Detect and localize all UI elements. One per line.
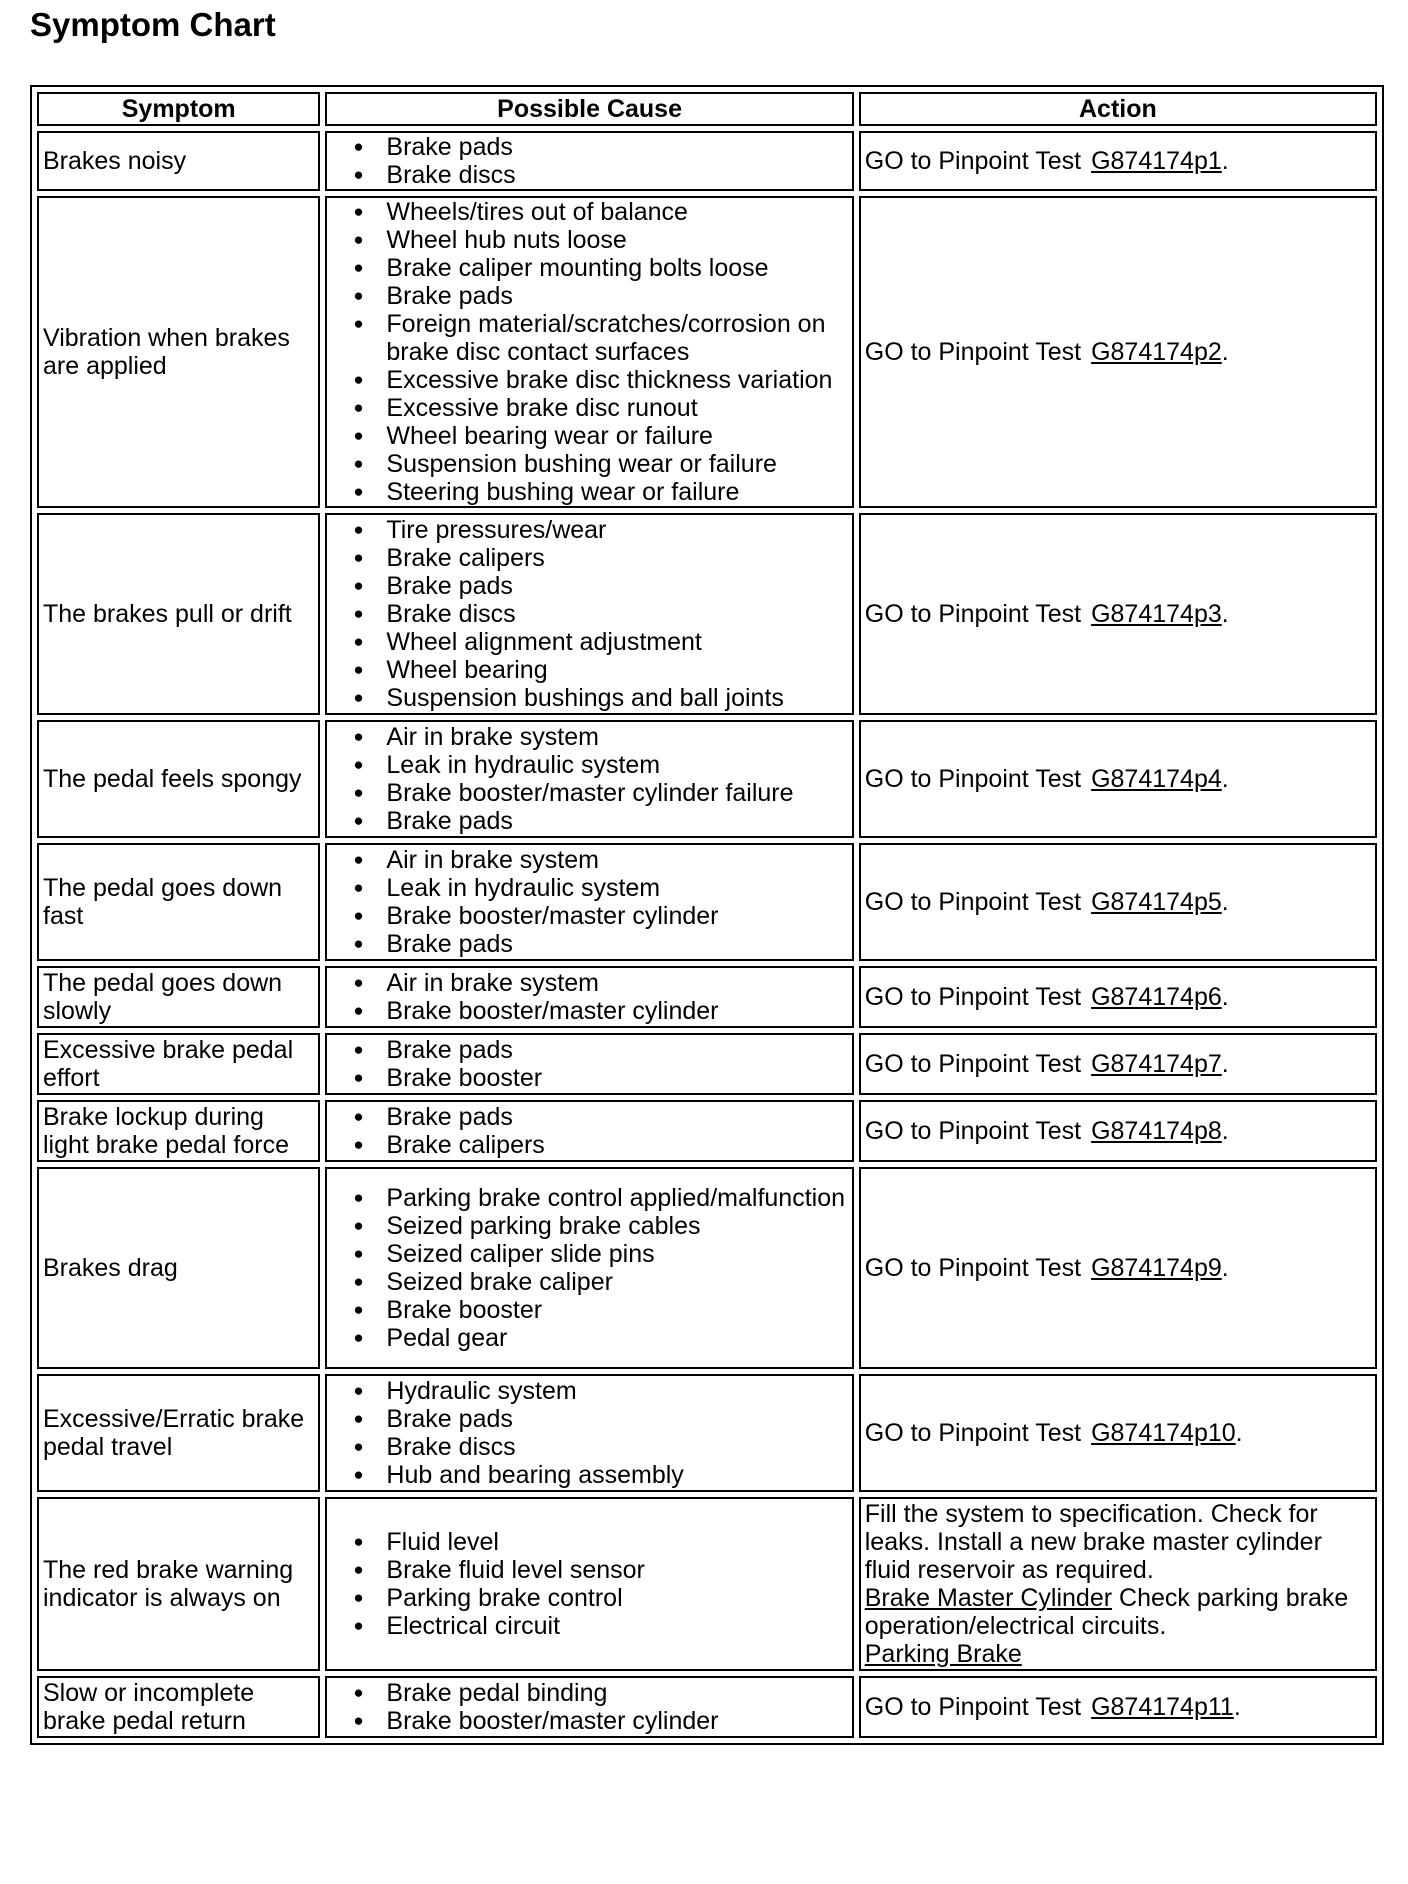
cause-item: ● Wheels/tires out of balance [331, 198, 847, 226]
cause-item: ● Air in brake system [331, 969, 847, 997]
action-text: GO to Pinpoint Test [864, 147, 1082, 175]
table-row [37, 513, 1377, 715]
cause-item: ● Suspension bushings and ball joints [331, 684, 847, 712]
cause-item: ● Hub and bearing assembly [331, 1461, 847, 1489]
cause-list [331, 723, 847, 835]
symptom-cell: The red brake warning indicator is always on [37, 1497, 320, 1671]
cause-item: ● Brake booster [331, 1296, 847, 1324]
cause-cell [325, 196, 853, 508]
action-text: GO to Pinpoint Test [864, 600, 1082, 628]
cause-item: ● Brake pads [331, 930, 847, 958]
cause-item: ● Excessive brake disc runout [331, 394, 847, 422]
table-row [37, 1100, 1377, 1162]
action-suffix: . [1233, 1693, 1241, 1721]
cause-item: ● Brake pads [331, 807, 847, 835]
cause-item: ● Brake calipers [331, 1131, 847, 1159]
table-row [37, 1167, 1377, 1369]
cause-list [331, 846, 847, 958]
cause-cell [325, 843, 853, 961]
action-cell [859, 196, 1377, 508]
cause-cell [325, 1100, 853, 1162]
action-cell [859, 720, 1377, 838]
cause-item: ● Brake pads [331, 133, 847, 161]
pinpoint-test-link[interactable]: G874174p5 [1091, 888, 1222, 916]
action-cell [859, 843, 1377, 961]
cause-item: ● Wheel bearing wear or failure [331, 422, 847, 450]
symptom-cell: The brakes pull or drift [37, 513, 320, 715]
cause-list [331, 1377, 847, 1489]
parking-brake-link[interactable]: Parking Brake [864, 1640, 1022, 1668]
action-cell [859, 966, 1377, 1028]
action-suffix: . [1221, 888, 1229, 916]
cause-cell [325, 720, 853, 838]
cause-item: ● Seized parking brake cables [331, 1212, 847, 1240]
action-suffix: . [1221, 338, 1229, 366]
action-suffix: . [1221, 600, 1229, 628]
action-text: GO to Pinpoint Test [864, 1254, 1082, 1282]
cause-item: ● Excessive brake disc thickness variation [331, 366, 847, 394]
header-row [37, 92, 1377, 126]
pinpoint-test-link[interactable]: G874174p9 [1091, 1254, 1222, 1282]
cause-list [331, 969, 847, 1025]
symptom-cell: Brake lockup during light brake pedal force [37, 1100, 320, 1162]
cause-item: ● Brake caliper mounting bolts loose [331, 254, 847, 282]
symptom-cell: The pedal goes down slowly [37, 966, 320, 1028]
table-row [37, 131, 1377, 191]
cause-cell [325, 1676, 853, 1738]
cause-list [331, 1103, 847, 1159]
cause-item: ● Fluid level [331, 1528, 847, 1556]
cause-item: ● Brake booster/master cylinder failure [331, 779, 847, 807]
action-text: GO to Pinpoint Test [864, 1050, 1082, 1078]
cause-item: ● Suspension bushing wear or failure [331, 450, 847, 478]
cause-item: ● Air in brake system [331, 846, 847, 874]
cause-item: ● Brake booster/master cylinder [331, 1707, 847, 1735]
cause-item: ● Wheel alignment adjustment [331, 628, 847, 656]
symptom-cell: Excessive/Erratic brake pedal travel [37, 1374, 320, 1492]
symptom-cell: Brakes drag [37, 1167, 320, 1369]
cause-cell [325, 513, 853, 715]
table-row [37, 843, 1377, 961]
action-text: GO to Pinpoint Test [864, 1419, 1082, 1447]
action-text: GO to Pinpoint Test [864, 888, 1082, 916]
cause-item: ● Brake fluid level sensor [331, 1556, 847, 1584]
symptom-cell: The pedal feels spongy [37, 720, 320, 838]
header-possible-cause: Possible Cause [325, 92, 853, 126]
cause-list [331, 133, 847, 189]
cause-item: ● Brake discs [331, 161, 847, 189]
cause-item: ● Foreign material/scratches/corrosion on brake disc contact surfaces [331, 310, 847, 366]
action-text: GO to Pinpoint Test [864, 1693, 1082, 1721]
action-text: Fill the system to specification. Check for leaks. Install a new brake master cylinder fluid reservoir as required. [864, 1500, 1322, 1584]
pinpoint-test-link[interactable]: G874174p4 [1091, 765, 1222, 793]
action-cell [859, 513, 1377, 715]
header-symptom: Symptom [37, 92, 320, 126]
cause-item: ● Brake booster [331, 1064, 847, 1092]
symptom-chart-table [30, 85, 1384, 1745]
pinpoint-test-link[interactable]: G874174p3 [1091, 600, 1222, 628]
cause-item: ● Pedal gear [331, 1324, 847, 1352]
table-row [37, 1676, 1377, 1738]
action-suffix: . [1221, 765, 1229, 793]
cause-cell [325, 131, 853, 191]
table-row [37, 1497, 1377, 1671]
action-cell [859, 1676, 1377, 1738]
action-suffix: . [1221, 983, 1229, 1011]
table-row [37, 966, 1377, 1028]
cause-item: ● Brake discs [331, 600, 847, 628]
cause-item: ● Brake pads [331, 1103, 847, 1131]
action-suffix: . [1235, 1419, 1243, 1447]
cause-item: ● Brake pads [331, 282, 847, 310]
pinpoint-test-link[interactable]: G874174p10 [1091, 1419, 1236, 1447]
action-cell [859, 1033, 1377, 1095]
action-text: GO to Pinpoint Test [864, 1117, 1082, 1145]
cause-item: ● Brake booster/master cylinder [331, 997, 847, 1025]
cause-item: ● Parking brake control applied/malfunction [331, 1184, 847, 1212]
cause-item: ● Brake pads [331, 1405, 847, 1433]
action-cell [859, 1100, 1377, 1162]
table-row [37, 720, 1377, 838]
cause-item: ● Tire pressures/wear [331, 516, 847, 544]
pinpoint-test-link[interactable]: G874174p8 [1091, 1117, 1222, 1145]
action-text: GO to Pinpoint Test [864, 983, 1082, 1011]
symptom-cell: The pedal goes down fast [37, 843, 320, 961]
action-text: Check parking brake operation/electrical circuits. [864, 1584, 1349, 1640]
pinpoint-test-link[interactable]: G874174p11 [1091, 1693, 1234, 1721]
action-suffix: . [1221, 1254, 1229, 1282]
table-row [37, 196, 1377, 508]
action-text: GO to Pinpoint Test [864, 338, 1082, 366]
cause-item: ● Electrical circuit [331, 1612, 847, 1640]
action-text: GO to Pinpoint Test [864, 765, 1082, 793]
cause-cell [325, 1033, 853, 1095]
cause-item: ● Wheel hub nuts loose [331, 226, 847, 254]
action-suffix: . [1221, 1050, 1229, 1078]
cause-item: ● Brake discs [331, 1433, 847, 1461]
cause-item: ● Brake calipers [331, 544, 847, 572]
action-suffix: . [1221, 147, 1229, 175]
cause-cell [325, 1374, 853, 1492]
cause-item: ● Parking brake control [331, 1584, 847, 1612]
cause-item: ● Leak in hydraulic system [331, 751, 847, 779]
brake-master-cylinder-link[interactable]: Brake Master Cylinder [864, 1584, 1113, 1612]
action-cell [859, 1374, 1377, 1492]
symptom-cell: Brakes noisy [37, 131, 320, 191]
header-action: Action [859, 92, 1377, 126]
cause-item: ● Leak in hydraulic system [331, 874, 847, 902]
cause-list [331, 1528, 847, 1640]
action-cell [859, 1497, 1377, 1671]
cause-item: ● Seized caliper slide pins [331, 1240, 847, 1268]
table-row [37, 1374, 1377, 1492]
cause-cell [325, 1167, 853, 1369]
cause-item: ● Brake pads [331, 1036, 847, 1064]
cause-cell [325, 1497, 853, 1671]
pinpoint-test-link[interactable]: G874174p7 [1091, 1050, 1222, 1078]
cause-item: ● Steering bushing wear or failure [331, 478, 847, 506]
action-cell [859, 1167, 1377, 1369]
cause-list [331, 198, 847, 506]
action-cell [859, 131, 1377, 191]
table-row [37, 1033, 1377, 1095]
cause-item: ● Hydraulic system [331, 1377, 847, 1405]
cause-list [331, 1036, 847, 1092]
cause-cell [325, 966, 853, 1028]
cause-item: ● Brake pedal binding [331, 1679, 847, 1707]
cause-list [331, 516, 847, 712]
pinpoint-test-link[interactable]: G874174p1 [1091, 147, 1222, 175]
cause-item: ● Seized brake caliper [331, 1268, 847, 1296]
symptom-cell: Vibration when brakes are applied [37, 196, 320, 508]
symptom-cell: Excessive brake pedal effort [37, 1033, 320, 1095]
pinpoint-test-link[interactable]: G874174p6 [1091, 983, 1222, 1011]
cause-item: ● Wheel bearing [331, 656, 847, 684]
cause-item: ● Brake booster/master cylinder [331, 902, 847, 930]
cause-list [331, 1679, 847, 1735]
cause-list [331, 1184, 847, 1352]
page-title: Symptom Chart [30, 6, 276, 43]
cause-item: ● Brake pads [331, 572, 847, 600]
action-suffix: . [1221, 1117, 1229, 1145]
cause-item: ● Air in brake system [331, 723, 847, 751]
pinpoint-test-link[interactable]: G874174p2 [1091, 338, 1222, 366]
symptom-cell: Slow or incomplete brake pedal return [37, 1676, 320, 1738]
